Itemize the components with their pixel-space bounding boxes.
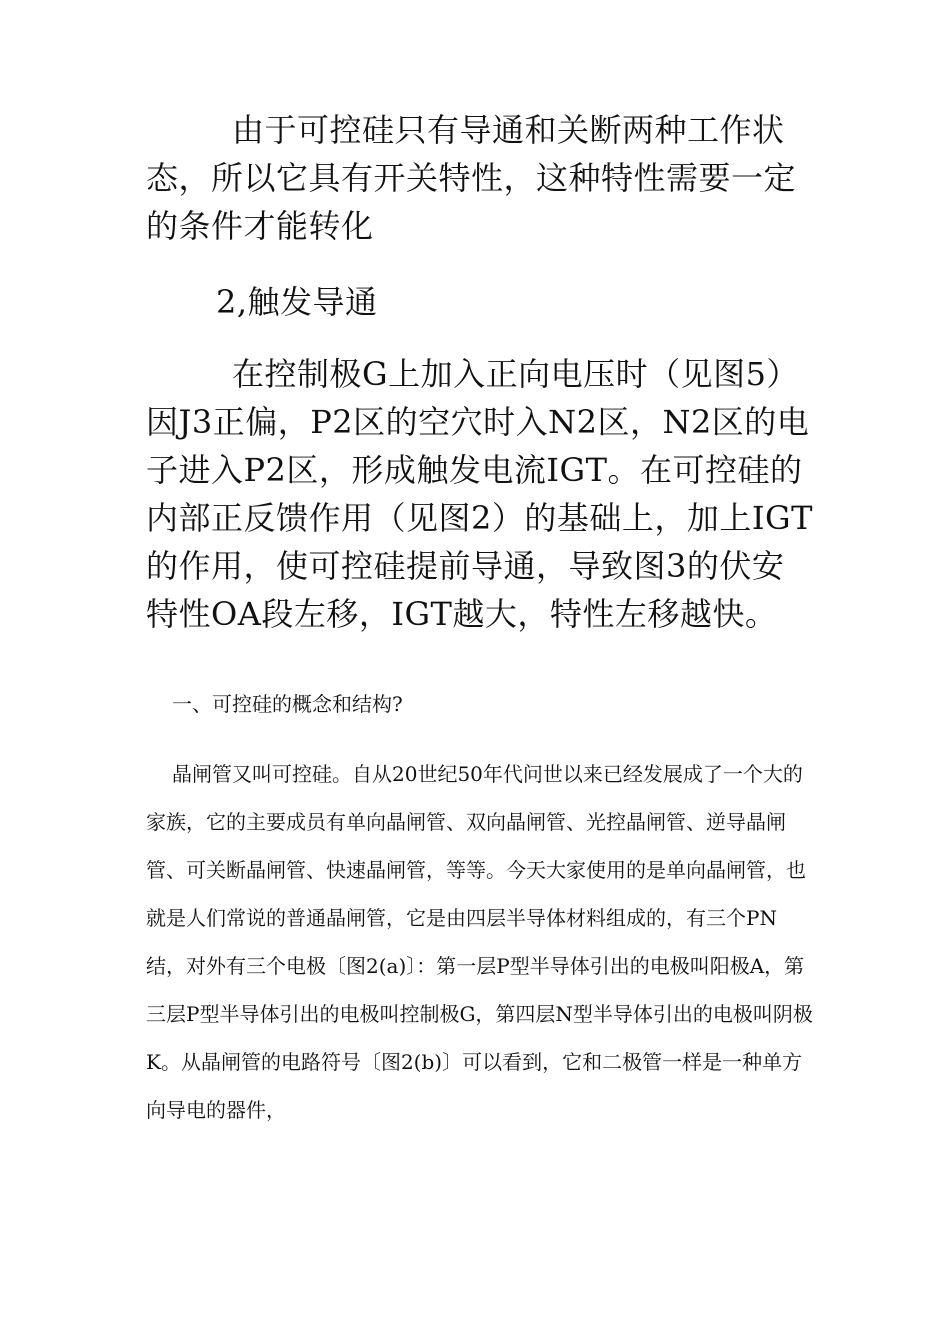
paragraph-switch-characteristic: 由于可控硅只有导通和关断两种工作状态，所以它具有开关特性，这种特性需要一定的条件才能转化 <box>146 111 797 245</box>
heading-trigger-conduction: 2,触发导通 <box>216 283 378 321</box>
section-heading-concept-structure: 一、可控硅的概念和结构? <box>172 692 403 716</box>
paragraph-trigger-explanation: 在控制极G上加入正向电压时（见图5）因J3正偏，P2区的空穴时入N2区，N2区的电子进入P2区，形成触发电流IGT。在可控硅的内部正反馈作用（见图2）的基础上，加上IGT的作用，使可控硅提前导通，导致图3的伏安特性OA段左移，IGT越大，特性左移越快。 <box>146 355 813 633</box>
paragraph-thyristor-description: 晶闸管又叫可控硅。自从20世纪50年代问世以来已经发展成了一个大的家族，它的主要成员有单向晶闸管、双向晶闸管、光控晶闸管、逆导晶闸管、可关断晶闸管、快速晶闸管，等等。今天大家使用的是单向晶闸管，也就是人们常说的普通晶闸管，它是由四层半导体材料组成的，有三个PN结，对外有三个电极〔图2(a)〕：第一层P型半导体引出的电极叫阳极A，第三层P型半导体引出的电极叫控制极G，第四层N型半导体引出的电极叫阴极K。从晶闸管的电路符号〔图2(b)〕可以看到，它和二极管一样是一种单方向导电的器件， <box>146 762 813 1122</box>
